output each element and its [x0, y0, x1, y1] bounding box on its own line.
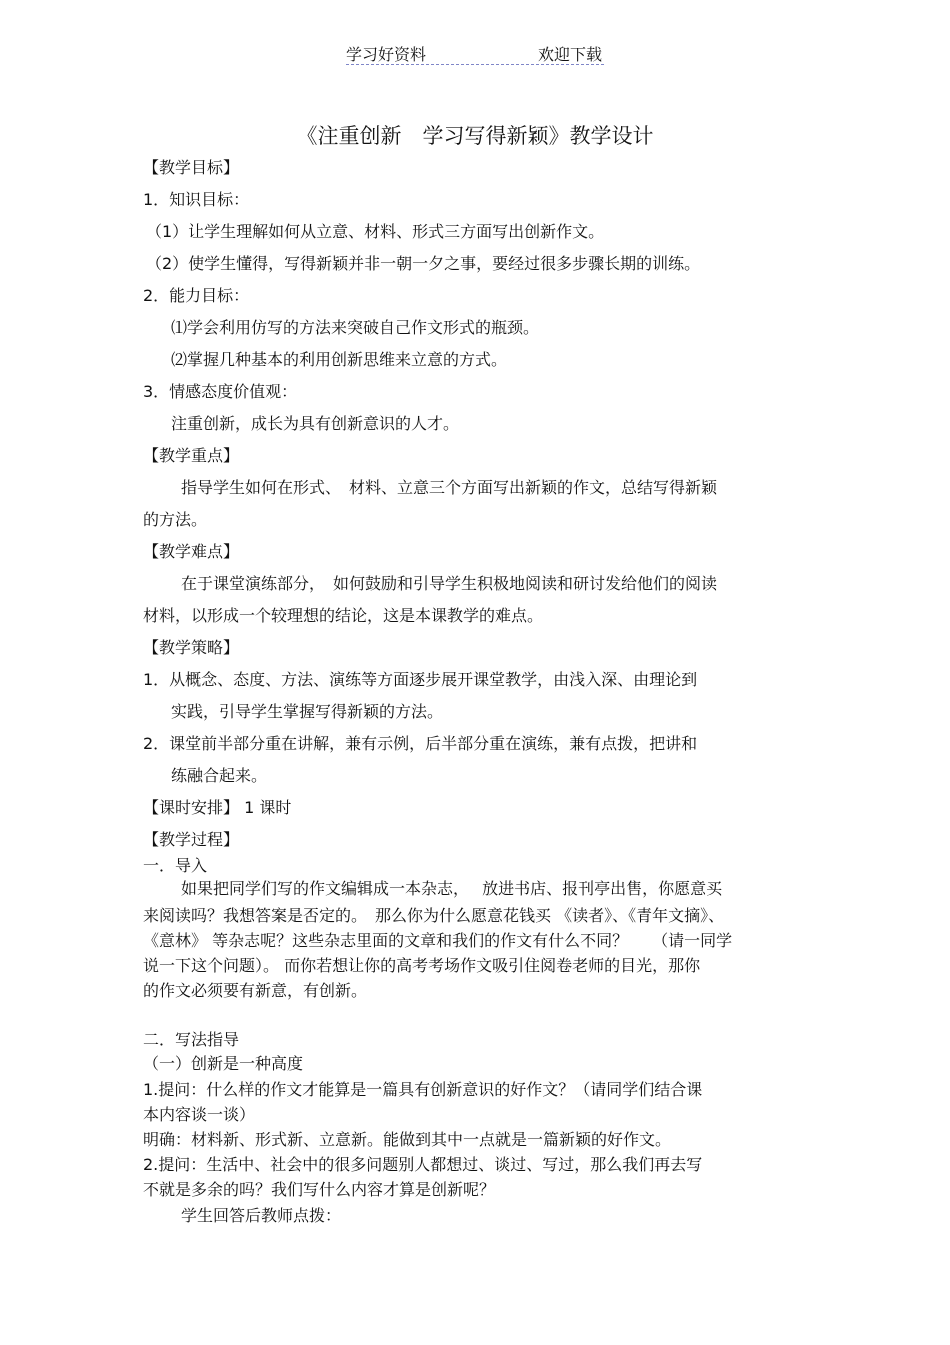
paragraph-line: ⑴学会利用仿写的方法来突破自己作文形式的瓶颈。: [171, 318, 540, 337]
paragraph-line: 学生回答后教师点拨：: [181, 1206, 342, 1225]
paragraph-line: 如果把同学们写的作文编辑成一本杂志， 放进书店、报刊亭出售，你愿意买: [181, 879, 723, 898]
paragraph-line: 指导学生如何在形式、 材料、立意三个方面写出新颖的作文，总结写得新颖: [181, 478, 718, 497]
section-heading: 【教学难点】: [143, 542, 240, 561]
paragraph-line: 材料，以形成一个较理想的结论，这是本课教学的难点。: [143, 606, 544, 625]
paragraph-line: 的作文必须要有新意，有创新。: [143, 981, 368, 1000]
document-title: 《注重创新 学习写得新颖》教学设计: [296, 124, 654, 148]
paragraph-line: 练融合起来。: [171, 766, 268, 785]
paragraph-line: 来阅读吗？我想答案是否定的。 那么你为什么愿意花钱买 《读者》、《青年文摘》、: [143, 906, 725, 925]
section-heading: 【课时安排】 1 课时: [143, 798, 292, 817]
paragraph-line: 3．情感态度价值观：: [143, 382, 298, 401]
section-heading: 二．写法指导: [143, 1030, 240, 1049]
paragraph-line: 2.提问：生活中、社会中的很多问题别人都想过、谈过、写过，那么我们再去写: [143, 1155, 703, 1174]
section-heading: 【教学过程】: [143, 830, 240, 849]
paragraph-line: 1．从概念、态度、方法、演练等方面逐步展开课堂教学，由浅入深、由理论到: [143, 670, 698, 689]
section-heading: 【教学策略】: [143, 638, 240, 657]
subsection-heading: （一）创新是一种高度: [143, 1054, 304, 1073]
header-left-text: 学习好资料: [346, 45, 427, 64]
paragraph-line: 明确：材料新、形式新、立意新。能做到其中一点就是一篇新颖的好作文。: [143, 1130, 672, 1149]
paragraph-line: 《意林》 等杂志呢？这些杂志里面的文章和我们的作文有什么不同？ （请一同学: [143, 931, 733, 950]
paragraph-line: ⑵掌握几种基本的利用创新思维来立意的方式。: [171, 350, 508, 369]
paragraph-line: 2．课堂前半部分重在讲解，兼有示例，后半部分重在演练，兼有点拨，把讲和: [143, 734, 698, 753]
paragraph-line: 在于课堂演练部分， 如何鼓励和引导学生积极地阅读和研讨发给他们的阅读: [181, 574, 718, 593]
paragraph-line: 1．知识目标：: [143, 190, 250, 209]
paragraph-line: 2．能力目标：: [143, 286, 250, 305]
paragraph-line: 的方法。: [143, 510, 208, 529]
paragraph-line: 说一下这个问题）。 而你若想让你的高考考场作文吸引住阅卷老师的目光，那你: [143, 956, 701, 975]
paragraph-line: （2）使学生懂得，写得新颖并非一朝一夕之事，要经过很多步骤长期的训练。: [146, 254, 701, 273]
header-right-text: 欢迎下载: [537, 45, 602, 64]
paragraph-line: 实践，引导学生掌握写得新颖的方法。: [171, 702, 444, 721]
section-heading: 【教学重点】: [143, 446, 240, 465]
paragraph-line: （1）让学生理解如何从立意、材料、形式三方面写出创新作文。: [146, 222, 605, 241]
paragraph-line: 一．导入: [143, 856, 208, 875]
paragraph-line: 1.提问：什么样的作文才能算是一篇具有创新意识的好作文？（请同学们结合课: [143, 1080, 703, 1099]
section-heading: 【教学目标】: [143, 158, 240, 177]
paragraph-line: 不就是多余的吗？我们写什么内容才算是创新呢？: [143, 1180, 496, 1199]
paragraph-line: 本内容谈一谈）: [143, 1105, 256, 1124]
paragraph-line: 注重创新，成长为具有创新意识的人才。: [171, 414, 460, 433]
page-header: [346, 42, 604, 65]
